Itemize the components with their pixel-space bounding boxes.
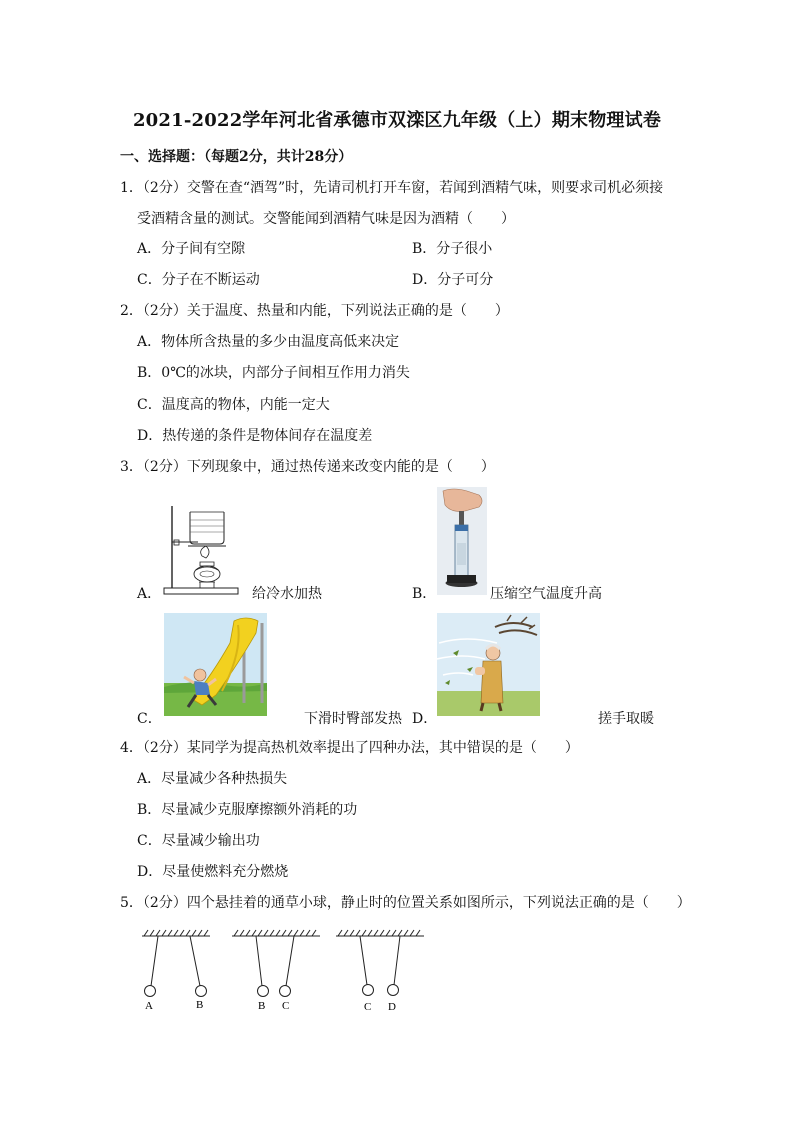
- ceiling-1: [142, 930, 210, 936]
- string-a: [151, 936, 158, 986]
- ball-d: [388, 985, 399, 996]
- question-4-option-d: D．尽量使燃料充分燃烧: [137, 864, 289, 880]
- burner-beaker-illustration: [162, 500, 240, 596]
- figure-compression-syringe: [437, 487, 487, 595]
- question-2-option-a: A．物体所含热量的多少由温度高低来决定: [137, 334, 400, 350]
- question-5-stem: 5．（2分）四个悬挂着的通草小球，静止时的位置关系如图所示，下列说法正确的是（ ）: [120, 895, 691, 911]
- question-3-option-b-caption: 压缩空气温度升高: [490, 586, 602, 602]
- ceiling-2: [232, 930, 320, 936]
- figure-rubbing-hands: [437, 613, 540, 716]
- question-3-option-a-letter: A．: [137, 586, 162, 602]
- string-c-1: [286, 936, 294, 986]
- ball-label-b-1: B: [196, 999, 204, 1011]
- question-3-option-d-letter: D．: [412, 711, 438, 727]
- question-3-option-b-letter: B．: [412, 586, 437, 602]
- question-3-stem: 3．（2分）下列现象中，通过热传递来改变内能的是（ ）: [120, 459, 495, 475]
- figure-heating-water: [162, 500, 240, 596]
- ball-label-d: D: [388, 1001, 396, 1013]
- question-2-stem: 2．（2分）关于温度、热量和内能，下列说法正确的是（ ）: [120, 303, 509, 319]
- question-1-stem-line-1: 1．（2分）交警在查“酒驾”时，先请司机打开车窗，若闻到酒精气味，则要求司机必须接: [120, 180, 664, 196]
- question-1-option-c: C．分子在不断运动: [137, 272, 260, 288]
- ball-a: [145, 986, 156, 997]
- question-3-option-c-caption: 下滑时臀部发热: [304, 711, 402, 727]
- question-4-option-c: C．尽量减少输出功: [137, 833, 260, 849]
- ball-c-1: [280, 986, 291, 997]
- question-2-option-b: B．0℃的冰块，内部分子间相互作用力消失: [137, 365, 410, 381]
- ball-c-2: [363, 985, 374, 996]
- question-4-option-b: B．尽量减少克服摩擦额外消耗的功: [137, 802, 358, 818]
- question-3-option-c-letter: C．: [137, 711, 162, 727]
- string-b-1: [190, 936, 200, 986]
- question-2-option-d: D．热传递的条件是物体间存在温度差: [137, 428, 373, 444]
- figure-slide: [164, 613, 267, 716]
- question-1-stem-line-2: 受酒精含量的测试。交警能闻到酒精气味是因为酒精（ ）: [137, 211, 515, 227]
- ball-label-a: A: [145, 1000, 153, 1012]
- ball-b-2: [258, 986, 269, 997]
- hanging-balls-diagram: [138, 924, 428, 1016]
- question-2-option-c: C．温度高的物体，内能一定大: [137, 397, 330, 413]
- rubbing-hands-illustration: [437, 613, 540, 716]
- section-heading: 一、选择题：（每题2分，共计28分）: [120, 149, 353, 165]
- string-c-2: [360, 936, 367, 985]
- question-1-option-b: B．分子很小: [412, 241, 493, 257]
- question-1-option-a: A．分子间有空隙: [137, 241, 246, 257]
- question-4-stem: 4．（2分）某同学为提高热机效率提出了四种办法，其中错误的是（ ）: [120, 740, 579, 756]
- ball-b-1: [196, 986, 207, 997]
- question-1-option-d: D．分子可分: [412, 272, 494, 288]
- ball-label-c-2: C: [364, 1001, 372, 1013]
- string-b-2: [256, 936, 262, 986]
- slide-illustration: [164, 613, 267, 716]
- question-3-option-d-caption: 搓手取暖: [598, 711, 654, 727]
- syringe-illustration: [437, 487, 487, 595]
- page-title: 2021-2022学年河北省承德市双滦区九年级（上）期末物理试卷: [132, 110, 662, 131]
- question-4-option-a: A．尽量减少各种热损失: [137, 771, 288, 787]
- string-d: [394, 936, 400, 985]
- ceiling-3: [336, 930, 424, 936]
- question-3-option-a-caption: 给冷水加热: [252, 586, 322, 602]
- figure-hanging-balls: [138, 924, 428, 1016]
- ball-label-c-1: C: [282, 1000, 290, 1012]
- ball-label-b-2: B: [258, 1000, 266, 1012]
